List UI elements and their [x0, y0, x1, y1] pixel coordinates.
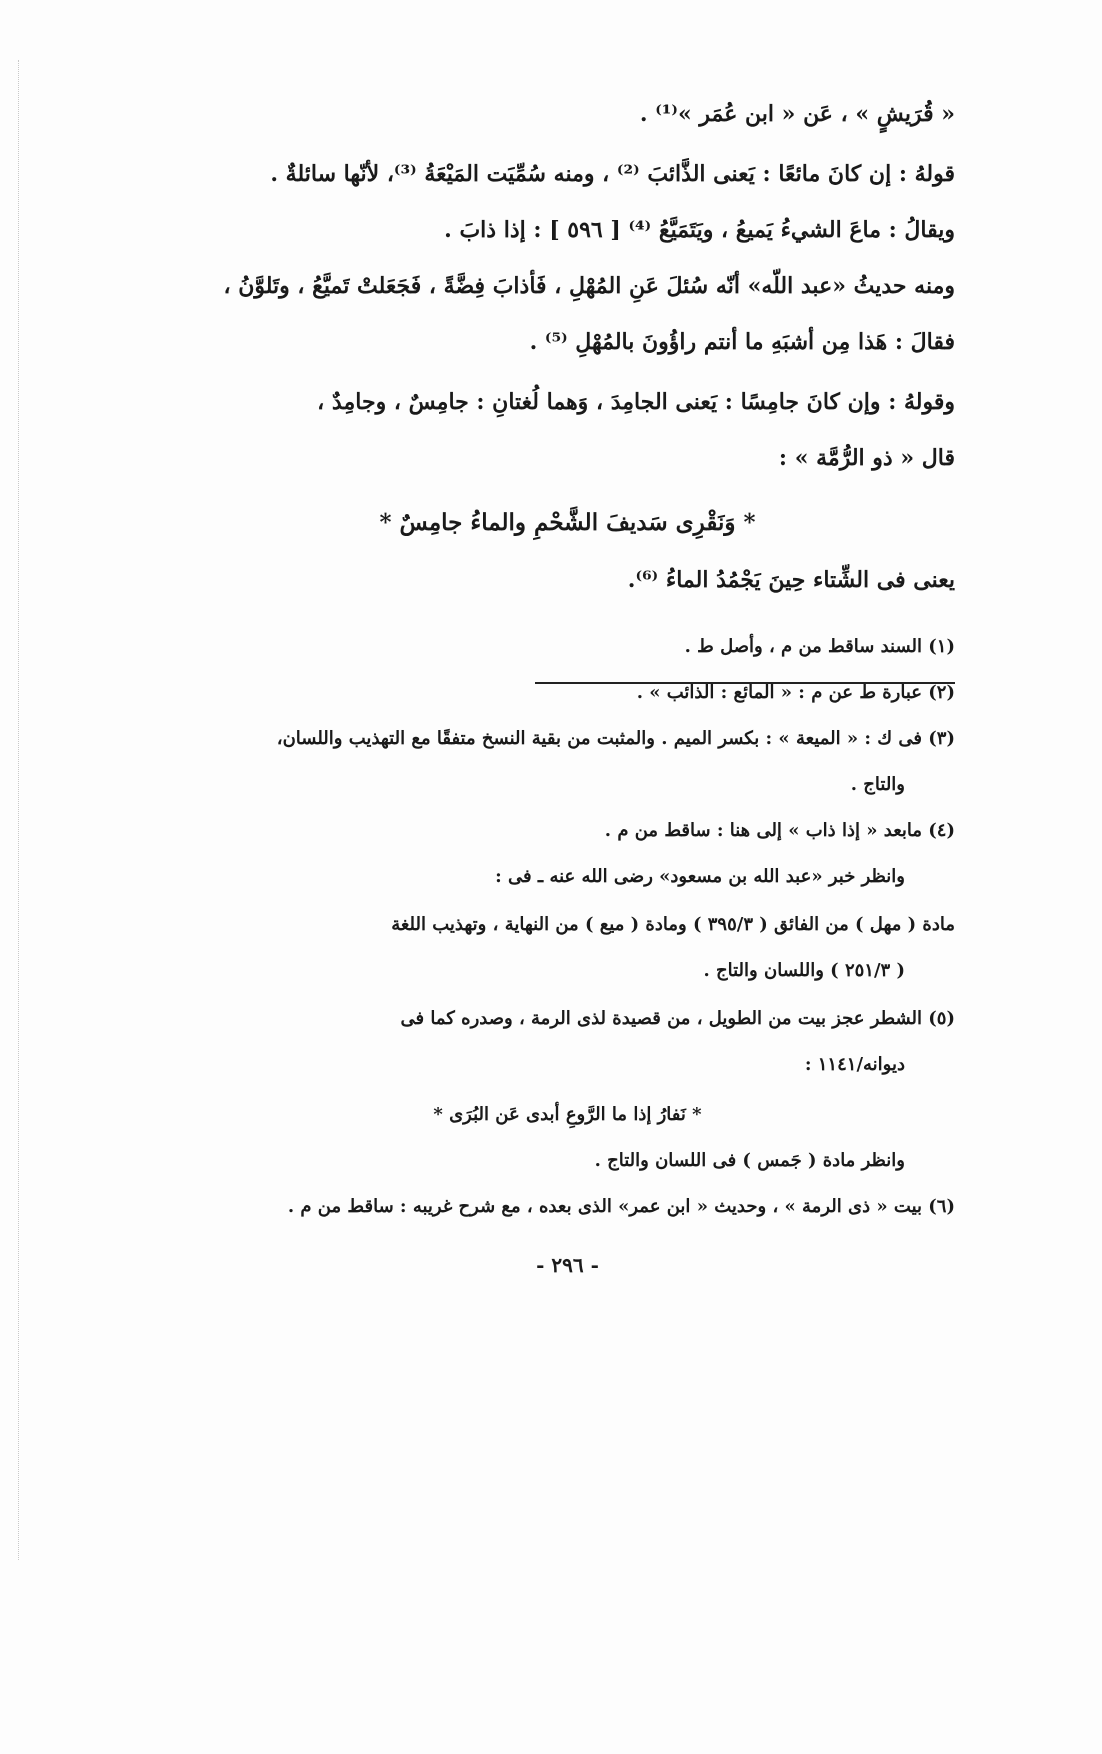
footnote-4: (٤) مابعد « إذا ذاب » إلى هنا : ساقط من م .: [604, 820, 955, 841]
footnote-3-continued: والتاج .: [850, 774, 905, 795]
main-text-line: ويقالُ : ماعَ الشيءُ يَميعُ ، ويَتَمَيَّعُ ⁽⁴⁾ [ ٥٩٦ ] : إذا ذابَ .: [444, 217, 955, 243]
footnote-5-continued: ديوانه/١١٤١ :: [804, 1054, 905, 1075]
footnote-3: (٣) فى ك : « الميعة » : بكسر الميم . والمثبت من بقية النسخ متفقًا مع التهذيب واللسان،: [276, 728, 955, 749]
footnote-2: (٢) عبارة ط عن م : « المائع : الذائب » .: [636, 682, 955, 703]
footnote-6: (٦) بيت « ذى الرمة » ، وحديث « ابن عمر» الذى بعده ، مع شرح غريبه : ساقط من م .: [287, 1196, 955, 1217]
main-text-line: فقالَ : هَذا مِن أشبَهِ ما أنتم راؤُونَ بالمُهْلِ ⁽⁵⁾ .: [529, 329, 955, 355]
main-text-line: ومنه حديثُ «عبد اللّه» أنّه سُئلَ عَنِ المُهْلِ ، فَأذابَ فِضَّةً ، فَجَعَلتْ تَميَّعُ ، وتَلوَّنُ ،: [223, 273, 955, 299]
main-text-line: قال « ذو الرُّمَّة » :: [778, 445, 955, 471]
page-number: - ٢٩٦ -: [536, 1253, 599, 1277]
main-text-line: يعنى فى الشِّتاء حِينَ يَجْمُدُ الماءُ ⁽⁶⁾.: [627, 567, 955, 593]
footnote-5: (٥) الشطر عجز بيت من الطويل ، من قصيدة لذى الرمة ، وصدره كما فى: [400, 1008, 955, 1029]
footnote-4-continued: وانظر خبر «عبد الله بن مسعود» رضى الله عنه ـ فى :: [495, 866, 905, 887]
main-text-line: « قُرَيشٍ » ، عَن « ابن عُمَر »⁽¹⁾ .: [639, 101, 955, 127]
footnote-5-continued: وانظر مادة ( جَمس ) فى اللسان والتاج .: [594, 1150, 905, 1171]
poetry-verse: * وَنَقْرِى سَديفَ الشَّحْمِ والماءُ جامِسٌ *: [379, 509, 756, 536]
main-text-line: وقولهُ : وإن كانَ جامِسًا : يَعنى الجامِدَ ، وَهما لُغتانِ : جامِسٌ ، وجامِدٌ ،: [317, 389, 955, 415]
scan-edge-mark: [18, 60, 20, 1560]
footnote-4-continued: ( ٢٥١/٣ ) واللسان والتاج .: [703, 960, 905, 981]
footnote-1: (١) السند ساقط من م ، وأصل ط .: [684, 636, 955, 657]
main-text-line: قولهُ : إن كانَ مائعًا : يَعنى الذَّائبَ ⁽²⁾ ، ومنه سُمِّيَت المَيْعَةُ ⁽³⁾، لأنّها سائلةٌ .: [270, 161, 955, 187]
footnote-4-continued: مادة ( مهل ) من الفائق ( ٣٩٥/٣ ) ومادة ( ميع ) من النهاية ، وتهذيب اللغة: [391, 914, 955, 935]
footnote-5-verse: * نَفارُ إذا ما الرَّوعِ أبدى عَن البُرَى *: [433, 1104, 702, 1125]
